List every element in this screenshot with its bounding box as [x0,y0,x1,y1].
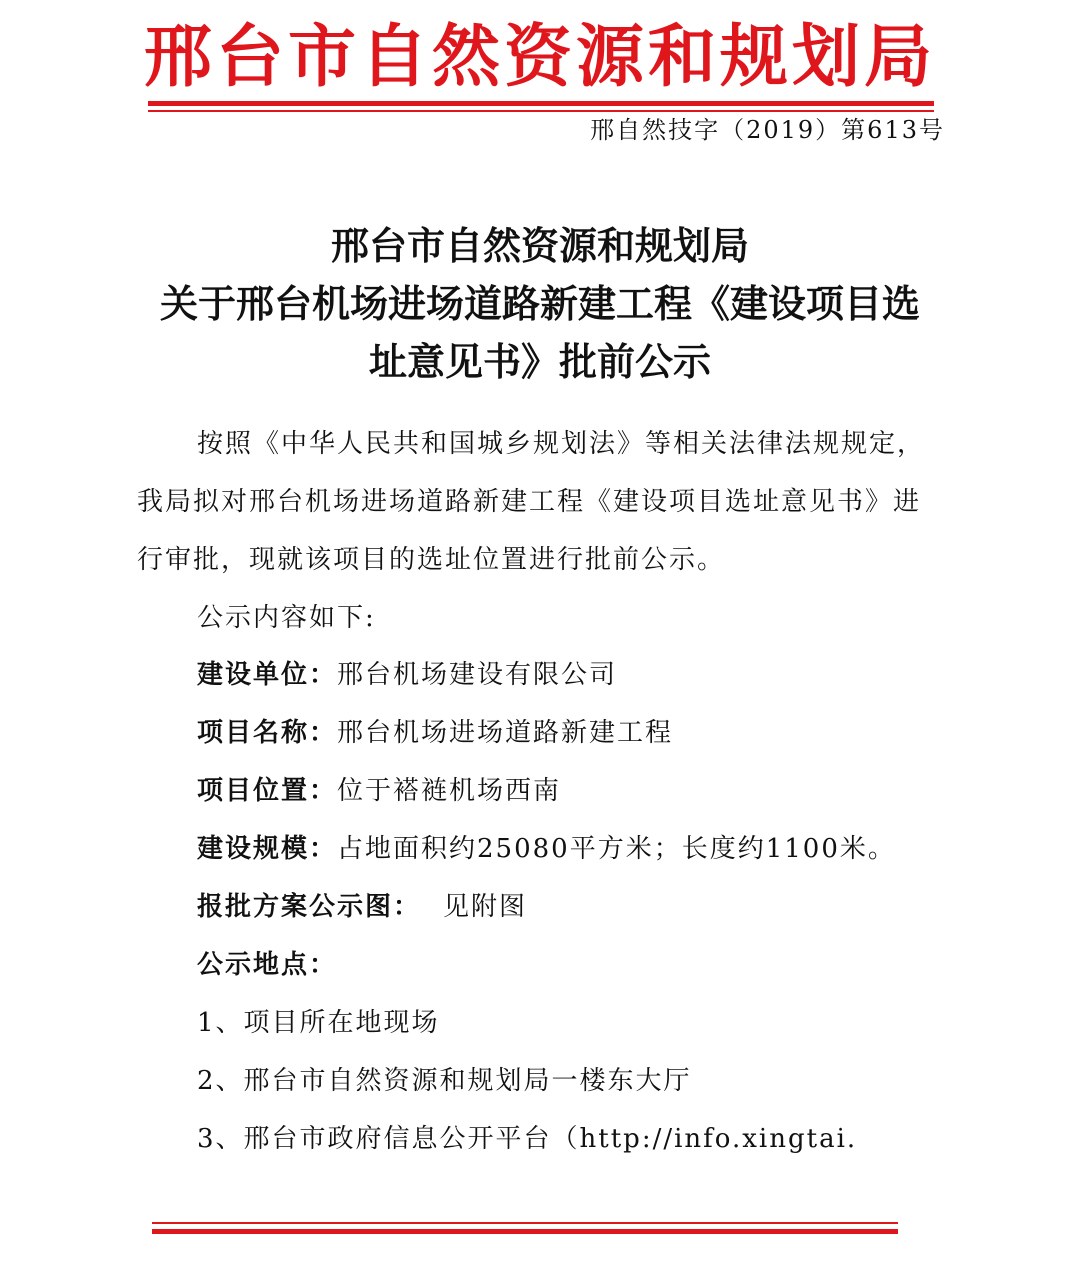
title-line-2: 关于邢台机场进场道路新建工程《建设项目选 [159,281,920,326]
field-project-name [197,713,673,753]
intro-line-3: 行审批，现就该项目的选址位置进行批前公示。 [137,545,726,575]
field-scale-value: 占地面积约25080平方米；长度约1100米。 [337,834,896,864]
field-plan [197,887,527,927]
field-project-name-label: 项目名称： [197,718,338,748]
field-plan-label: 报批方案公示图： [197,892,422,922]
document-number: 邢自然技字（2019）第613号 [590,116,945,144]
field-plan-value: 见附图 [443,892,528,922]
footer-rule-thick [152,1229,898,1234]
content-heading: 公示内容如下: [197,603,376,633]
field-builder [197,655,617,695]
field-builder-label: 建设单位： [197,660,338,690]
publication-label [197,945,337,985]
publication-item-3: 3、邢台市政府信息公开平台（http://info.xingtai. [197,1124,858,1154]
masthead-rule-thick [148,101,934,106]
footer-rule-thin [152,1222,898,1224]
publication-label-text: 公示地点： [197,950,338,980]
title-line-3: 址意见书》批前公示 [368,339,711,384]
field-location [197,771,561,811]
org-masthead: 邢台市自然资源和规划局 [143,18,936,97]
publication-item-1: 1、项目所在地现场 [197,1008,440,1038]
field-location-value: 位于褡裢机场西南 [337,776,562,806]
field-scale [197,829,896,869]
intro-line-1: 按照《中华人民共和国城乡规划法》等相关法律法规规定， [197,429,926,459]
field-builder-value: 邢台机场建设有限公司 [337,660,618,690]
field-location-label: 项目位置： [197,776,338,806]
field-project-name-value: 邢台机场进场道路新建工程 [337,718,674,748]
title-line-1: 邢台市自然资源和规划局 [330,223,749,268]
intro-line-2: 我局拟对邢台机场进场道路新建工程《建设项目选址意见书》进 [137,487,922,517]
publication-item-2: 2、邢台市自然资源和规划局一楼东大厅 [197,1066,692,1096]
field-scale-label: 建设规模： [197,834,338,864]
